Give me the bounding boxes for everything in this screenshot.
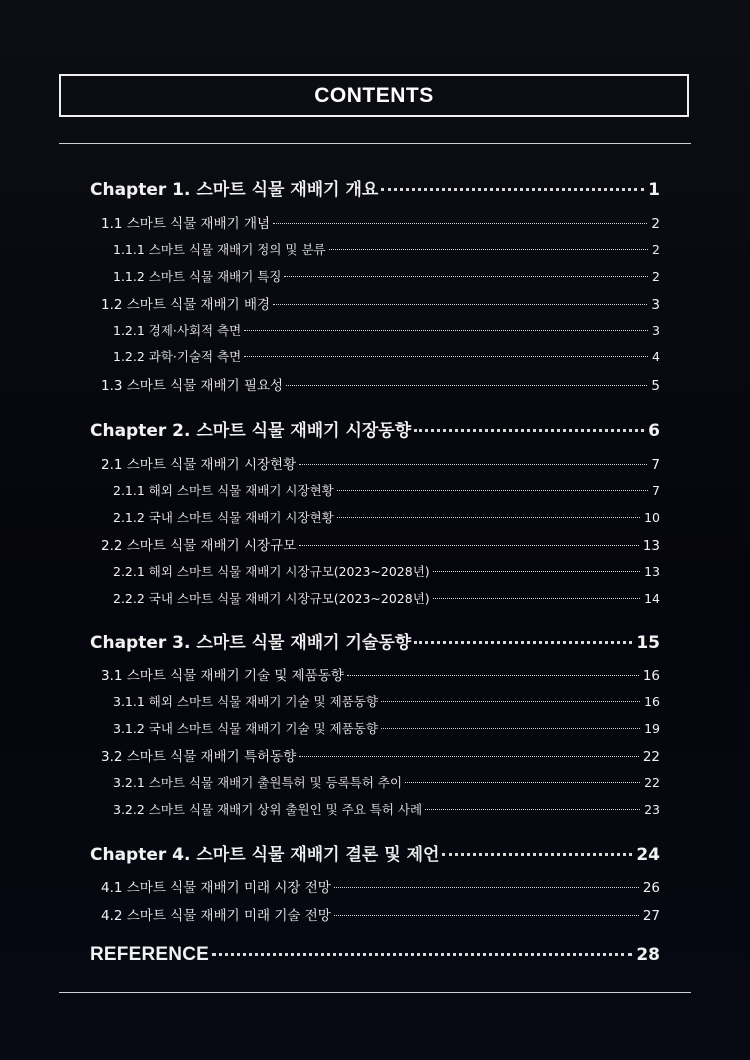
toc-page-number: 5 bbox=[651, 378, 660, 394]
toc-subsection-1-2-1[interactable] bbox=[113, 321, 660, 339]
toc-page-number: 16 bbox=[644, 694, 660, 709]
toc-page-number: 28 bbox=[636, 945, 660, 965]
dot-leader bbox=[299, 545, 639, 546]
dot-leader bbox=[244, 356, 648, 357]
toc-page-number: 7 bbox=[652, 483, 660, 498]
toc-page-number: 2 bbox=[652, 242, 660, 257]
toc-subsection-2-2-2[interactable] bbox=[113, 589, 660, 607]
toc-label: 2.2 스마트 식물 재배기 시장규모 bbox=[101, 538, 297, 554]
toc-reference[interactable] bbox=[90, 944, 660, 966]
toc-label: 2.2.2 국내 스마트 식물 재배기 시장규모(2023~2028년) bbox=[113, 591, 430, 606]
toc-label: Chapter 2. 스마트 식물 재배기 시장동향 bbox=[90, 421, 412, 441]
toc-section-3-2[interactable] bbox=[101, 745, 660, 765]
dot-leader bbox=[244, 330, 648, 331]
dot-leader bbox=[286, 385, 647, 386]
toc-label: Chapter 4. 스마트 식물 재배기 결론 및 제언 bbox=[90, 845, 440, 865]
dot-leader bbox=[337, 517, 640, 518]
dot-leader bbox=[273, 223, 647, 224]
toc-label: 1.2.1 경제·사회적 측면 bbox=[113, 323, 242, 338]
toc-label: 1.3 스마트 식물 재배기 필요성 bbox=[101, 378, 284, 394]
toc-page-number: 3 bbox=[652, 323, 660, 338]
toc-label: Chapter 1. 스마트 식물 재배기 개요 bbox=[90, 180, 379, 200]
toc-label: 4.2 스마트 식물 재배기 미래 기술 전망 bbox=[101, 908, 331, 924]
dot-leader bbox=[433, 598, 640, 599]
toc-label: 1.1 스마트 식물 재배기 개념 bbox=[101, 216, 271, 232]
dot-leader bbox=[347, 675, 639, 676]
toc-label: 2.2.1 해외 스마트 식물 재배기 시장규모(2023~2028년) bbox=[113, 564, 430, 579]
toc-page-number: 27 bbox=[642, 908, 660, 924]
toc-page-number: 13 bbox=[644, 564, 660, 579]
toc-subsection-3-2-2[interactable] bbox=[113, 800, 660, 818]
toc-section-4-1[interactable] bbox=[101, 876, 660, 896]
toc-subsection-3-2-1[interactable] bbox=[113, 773, 660, 791]
dot-leader bbox=[212, 953, 632, 956]
dot-leader bbox=[381, 188, 644, 191]
toc-page-number: 7 bbox=[651, 457, 660, 473]
toc-page-number: 16 bbox=[642, 668, 660, 684]
toc-chapter-2[interactable] bbox=[90, 416, 660, 441]
toc-label: 3.1 스마트 식물 재배기 기술 및 제품동향 bbox=[101, 668, 344, 684]
toc-label: 3.1.1 해외 스마트 식물 재배기 기술 및 제품동향 bbox=[113, 694, 378, 709]
toc-label: 1.1.2 스마트 식물 재배기 특징 bbox=[113, 269, 282, 284]
toc-page-number: 14 bbox=[644, 591, 660, 606]
toc-page-number: 13 bbox=[642, 538, 660, 554]
page-title: CONTENTS bbox=[314, 83, 434, 107]
toc-section-2-1[interactable] bbox=[101, 453, 660, 473]
toc-page-number: 22 bbox=[642, 749, 660, 765]
toc-subsection-1-1-1[interactable] bbox=[113, 240, 660, 258]
toc-subsection-1-2-2[interactable] bbox=[113, 347, 660, 365]
toc-page-number: 22 bbox=[644, 775, 660, 790]
toc-page-number: 10 bbox=[644, 510, 660, 525]
dot-leader bbox=[334, 915, 639, 916]
toc-section-3-1[interactable] bbox=[101, 664, 660, 684]
toc-label: 3.2.2 스마트 식물 재배기 상위 출원인 및 주요 특허 사례 bbox=[113, 802, 423, 817]
toc-label: 3.2.1 스마트 식물 재배기 출원특허 및 등록특허 추이 bbox=[113, 775, 403, 790]
toc-label: REFERENCE bbox=[90, 944, 209, 965]
toc-label: 3.1.2 국내 스마트 식물 재배기 기술 및 제품동향 bbox=[113, 721, 378, 736]
toc-label: 2.1.2 국내 스마트 식물 재배기 시장현황 bbox=[113, 510, 334, 525]
dot-leader bbox=[329, 249, 648, 250]
toc-label: 3.2 스마트 식물 재배기 특허동향 bbox=[101, 749, 297, 765]
toc-section-4-2[interactable] bbox=[101, 904, 660, 924]
dot-leader bbox=[299, 756, 639, 757]
toc-label: 2.1.1 해외 스마트 식물 재배기 시장현황 bbox=[113, 483, 334, 498]
toc-label: 2.1 스마트 식물 재배기 시장현황 bbox=[101, 457, 297, 473]
toc-chapter-4[interactable] bbox=[90, 840, 660, 865]
toc-label: 1.2 스마트 식물 재배기 배경 bbox=[101, 297, 271, 313]
toc-page-number: 2 bbox=[652, 269, 660, 284]
toc-page-number: 26 bbox=[642, 880, 660, 896]
bottom-divider bbox=[59, 992, 691, 993]
dot-leader bbox=[337, 490, 648, 491]
toc-page-number: 1 bbox=[648, 180, 660, 200]
toc-chapter-1[interactable] bbox=[90, 175, 660, 200]
toc-label: 1.1.1 스마트 식물 재배기 정의 및 분류 bbox=[113, 242, 326, 257]
dot-leader bbox=[273, 304, 647, 305]
toc-section-1-1[interactable] bbox=[101, 212, 660, 232]
toc-subsection-2-2-1[interactable] bbox=[113, 562, 660, 580]
top-divider bbox=[59, 143, 691, 144]
toc-subsection-1-1-2[interactable] bbox=[113, 267, 660, 285]
toc-page-number: 2 bbox=[651, 216, 660, 232]
dot-leader bbox=[381, 701, 640, 702]
toc-section-1-2[interactable] bbox=[101, 293, 660, 313]
toc-page-number: 6 bbox=[648, 421, 660, 441]
toc-subsection-2-1-1[interactable] bbox=[113, 481, 660, 499]
toc-page-number: 3 bbox=[651, 297, 660, 313]
toc-subsection-3-1-1[interactable] bbox=[113, 692, 660, 710]
dot-leader bbox=[284, 276, 648, 277]
toc-page-number: 19 bbox=[644, 721, 660, 736]
toc-section-1-3[interactable] bbox=[101, 374, 660, 394]
toc-subsection-2-1-2[interactable] bbox=[113, 508, 660, 526]
contents-title-box bbox=[59, 74, 689, 117]
dot-leader bbox=[442, 853, 632, 856]
dot-leader bbox=[433, 571, 640, 572]
dot-leader bbox=[334, 887, 639, 888]
toc-page-number: 4 bbox=[652, 349, 660, 364]
toc-page-number: 23 bbox=[644, 802, 660, 817]
dot-leader bbox=[405, 782, 640, 783]
dot-leader bbox=[299, 464, 647, 465]
dot-leader bbox=[414, 641, 632, 644]
toc-section-2-2[interactable] bbox=[101, 534, 660, 554]
dot-leader bbox=[381, 728, 640, 729]
toc-label: 1.2.2 과학·기술적 측면 bbox=[113, 349, 242, 364]
toc-chapter-3[interactable] bbox=[90, 628, 660, 653]
toc-label: Chapter 3. 스마트 식물 재배기 기술동향 bbox=[90, 633, 412, 653]
toc-page-number: 15 bbox=[636, 633, 660, 653]
dot-leader bbox=[414, 429, 644, 432]
toc-page-number: 24 bbox=[636, 845, 660, 865]
toc-subsection-3-1-2[interactable] bbox=[113, 719, 660, 737]
dot-leader bbox=[425, 809, 640, 810]
toc-label: 4.1 스마트 식물 재배기 미래 시장 전망 bbox=[101, 880, 331, 896]
